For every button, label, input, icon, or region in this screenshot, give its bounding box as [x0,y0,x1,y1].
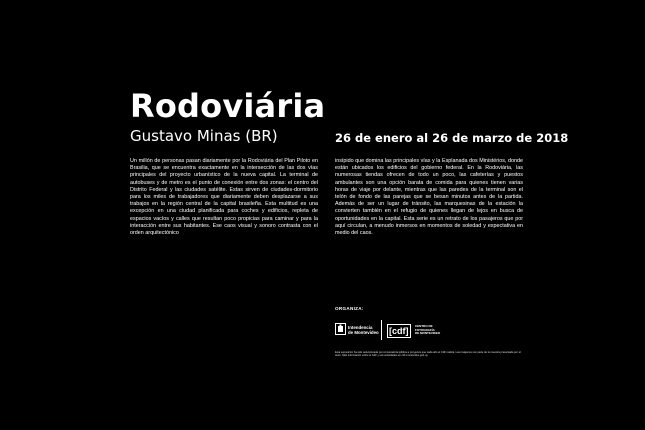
intendencia-logo-icon [335,323,346,335]
logo-divider [381,320,382,340]
cdf-logo-text: CENTRO DE FOTOGRAFÍA DE MONTEVIDEO [415,324,441,336]
fine-print: Esta exposición ha sido seleccionada por convocatoria pública a proyectos que cada año el CdF realiza. Las imágenes son parte de la muestra presentada por el autor. Más información sobre el CdF y sus actividades en cdf.montevideo.gub.uy. [335,351,521,358]
body-text-right: insípido que domina las principales vías y la Esplanada dos Ministérios, donde están ubicados los edificios del gobierno federal. En la Rodoviária, las numerosas tiendas ofrecen de todo un poco, las cafeterías y puestos ambulantes son una opción barata de comida para quienes tienen varias horas de viaje por delante, mientras que las paredes de la terminal son el telón de fondo de las parejas que se besan minutos antes de la partida. Además de ser un lugar de tránsito, las marquesinas de la estación la convierten también en el refugio de quienes llegan de lejos en busca de oportunidades en la capital. Esta serie es un retrato de los pasajeros que por aquí circulan, a menudo inmersos en momentos de soledad y expectativa en medio del caos. [335,158,523,237]
exhibition-title: Rodoviária [130,87,326,125]
organiza-label: ORGANIZA: [335,306,364,311]
intendencia-logo-text: Intendencia de Montevideo [348,325,379,335]
body-text-left: Un millón de personas pasan diariamente por la Rodoviária del Plan Piloto en Brasilia, que se encuentra exactamente en la intersección de las dos vías principales del proyecto urbanístico de la nueva capital. La terminal de autobuses y de metro es el punto de conexión entre dos zonas: el centro del Distrito Federal y las ciudades satélite. Estas sirven de ciudades-dormitorio para los miles de trabajadores que diariamente deben desplazarse a sus trabajos en la región central de la capital brasileña. Esta multitud es una excepción en una ciudad planificada para coches y edificios, repleta de espacios vacíos y calles que resultan poco propicias para caminar y para la interacción entre sus habitantes. Ese caos visual y sonoro contrasta con el orden arquitectónico [130,158,318,237]
cdf-logo-mark: [cdf] [389,326,409,336]
artist-name: Gustavo Minas (BR) [130,127,278,145]
organizer-logos [335,320,525,340]
exhibition-dates: 26 de enero al 26 de marzo de 2018 [335,131,569,145]
